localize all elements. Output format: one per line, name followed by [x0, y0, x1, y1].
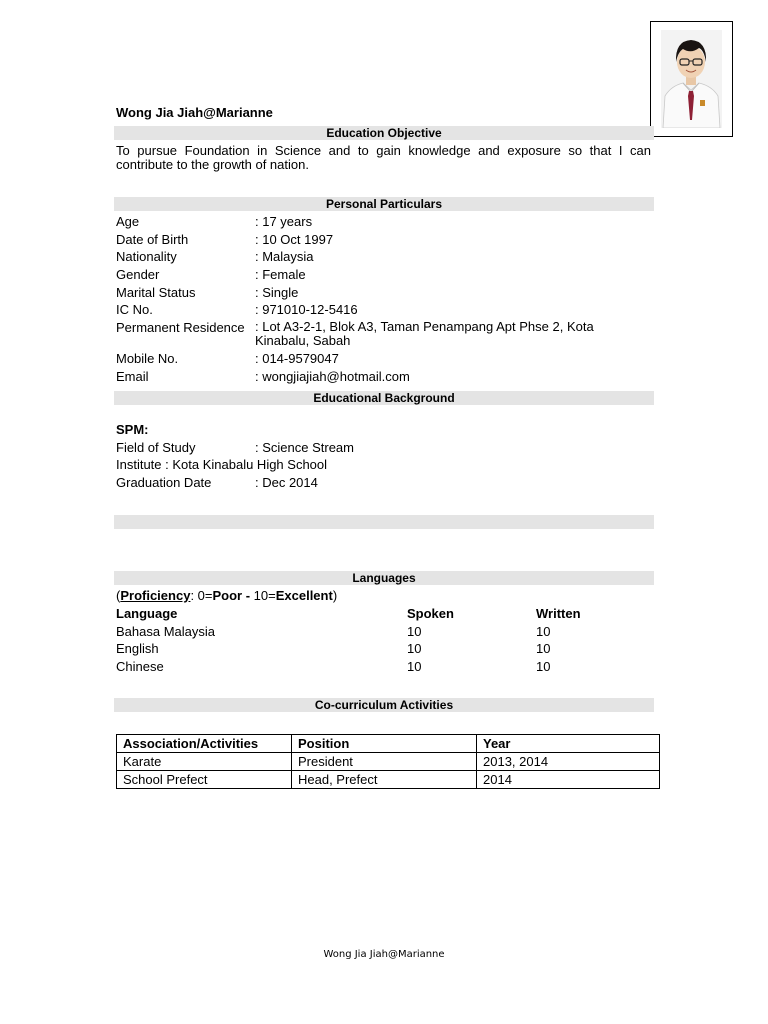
- proficiency-word: Proficiency: [120, 588, 191, 603]
- personal-label: Nationality: [116, 249, 177, 264]
- personal-label: Date of Birth: [116, 232, 189, 247]
- proficiency-poor: Poor -: [212, 588, 251, 603]
- section-education-objective: Education Objective: [114, 126, 654, 140]
- proficiency-excellent: Excellent: [275, 588, 333, 603]
- empty-section-bar: [114, 515, 654, 529]
- table-row: [117, 753, 660, 771]
- lang-spoken: 10: [407, 624, 422, 639]
- personal-label: IC No.: [116, 302, 153, 317]
- table-header: Year: [477, 735, 660, 753]
- section-cocurriculum: Co-curriculum Activities: [114, 698, 654, 712]
- spm-heading: SPM:: [116, 422, 149, 437]
- lang-header-written: Written: [536, 606, 581, 621]
- table-cell: School Prefect: [117, 771, 292, 789]
- institute-text: Institute : Kota Kinabalu High School: [116, 457, 328, 472]
- table-cell: 2013, 2014: [477, 753, 660, 771]
- table-cell: 2014: [477, 771, 660, 789]
- personal-label: Mobile No.: [116, 351, 179, 366]
- page-footer: Wong Jia Jiah@Marianne: [323, 949, 445, 960]
- section-personal-particulars: Personal Particulars: [114, 197, 654, 211]
- candidate-name: Wong Jia Jiah@Marianne: [116, 105, 273, 120]
- table-cell: Head, Prefect: [292, 771, 477, 789]
- activities-table: [116, 734, 660, 789]
- lang-written: 10: [536, 659, 551, 674]
- personal-value: : 17 years: [255, 214, 313, 229]
- portrait-photo-icon: [661, 30, 722, 128]
- lang-written: 10: [536, 641, 551, 656]
- personal-label: Gender: [116, 267, 160, 282]
- lang-header-language: Language: [116, 606, 178, 621]
- table-header-row: [117, 735, 660, 753]
- proficiency-open: (: [116, 588, 121, 603]
- lang-written: 10: [536, 624, 551, 639]
- personal-value: : Malaysia: [255, 249, 314, 264]
- proficiency-colon: : 0=: [190, 588, 213, 603]
- lang-spoken: 10: [407, 659, 422, 674]
- personal-label: Marital Status: [116, 285, 196, 300]
- personal-value: : Lot A3-2-1, Blok A3, Taman Penampang Apt Phse 2, Kota Kinabalu, Sabah: [255, 319, 594, 348]
- personal-value: : wongjiajiah@hotmail.com: [255, 369, 410, 384]
- section-educational-background: Educational Background: [114, 391, 654, 405]
- table-header: Position: [292, 735, 477, 753]
- proficiency-mid: 10=: [250, 588, 276, 603]
- education-label: Graduation Date: [116, 475, 212, 490]
- table-header: Association/Activities: [117, 735, 292, 753]
- education-value: : Dec 2014: [255, 475, 318, 490]
- education-label: Field of Study: [116, 440, 196, 455]
- lang-name: English: [116, 641, 159, 656]
- education-value: : Science Stream: [255, 440, 354, 455]
- personal-label: Age: [116, 214, 140, 229]
- table-cell: Karate: [117, 753, 292, 771]
- personal-label: Permanent Residence: [116, 320, 245, 335]
- lang-spoken: 10: [407, 641, 422, 656]
- personal-value: : Single: [255, 285, 299, 300]
- lang-header-spoken: Spoken: [407, 606, 454, 621]
- personal-value: : 971010-12-5416: [255, 302, 358, 317]
- table-row: [117, 771, 660, 789]
- objective-text: To pursue Foundation in Science and to gain knowledge and exposure so that I can contribute to the growth of nation.: [116, 143, 651, 172]
- personal-label: Email: [116, 369, 149, 384]
- lang-name: Chinese: [116, 659, 164, 674]
- lang-name: Bahasa Malaysia: [116, 624, 215, 639]
- profile-photo: [650, 21, 733, 137]
- personal-value: : Female: [255, 267, 306, 282]
- personal-value: : 014-9579047: [255, 351, 339, 366]
- personal-value: : 10 Oct 1997: [255, 232, 334, 247]
- table-cell: President: [292, 753, 477, 771]
- section-languages: Languages: [114, 571, 654, 585]
- proficiency-close: ): [332, 588, 338, 603]
